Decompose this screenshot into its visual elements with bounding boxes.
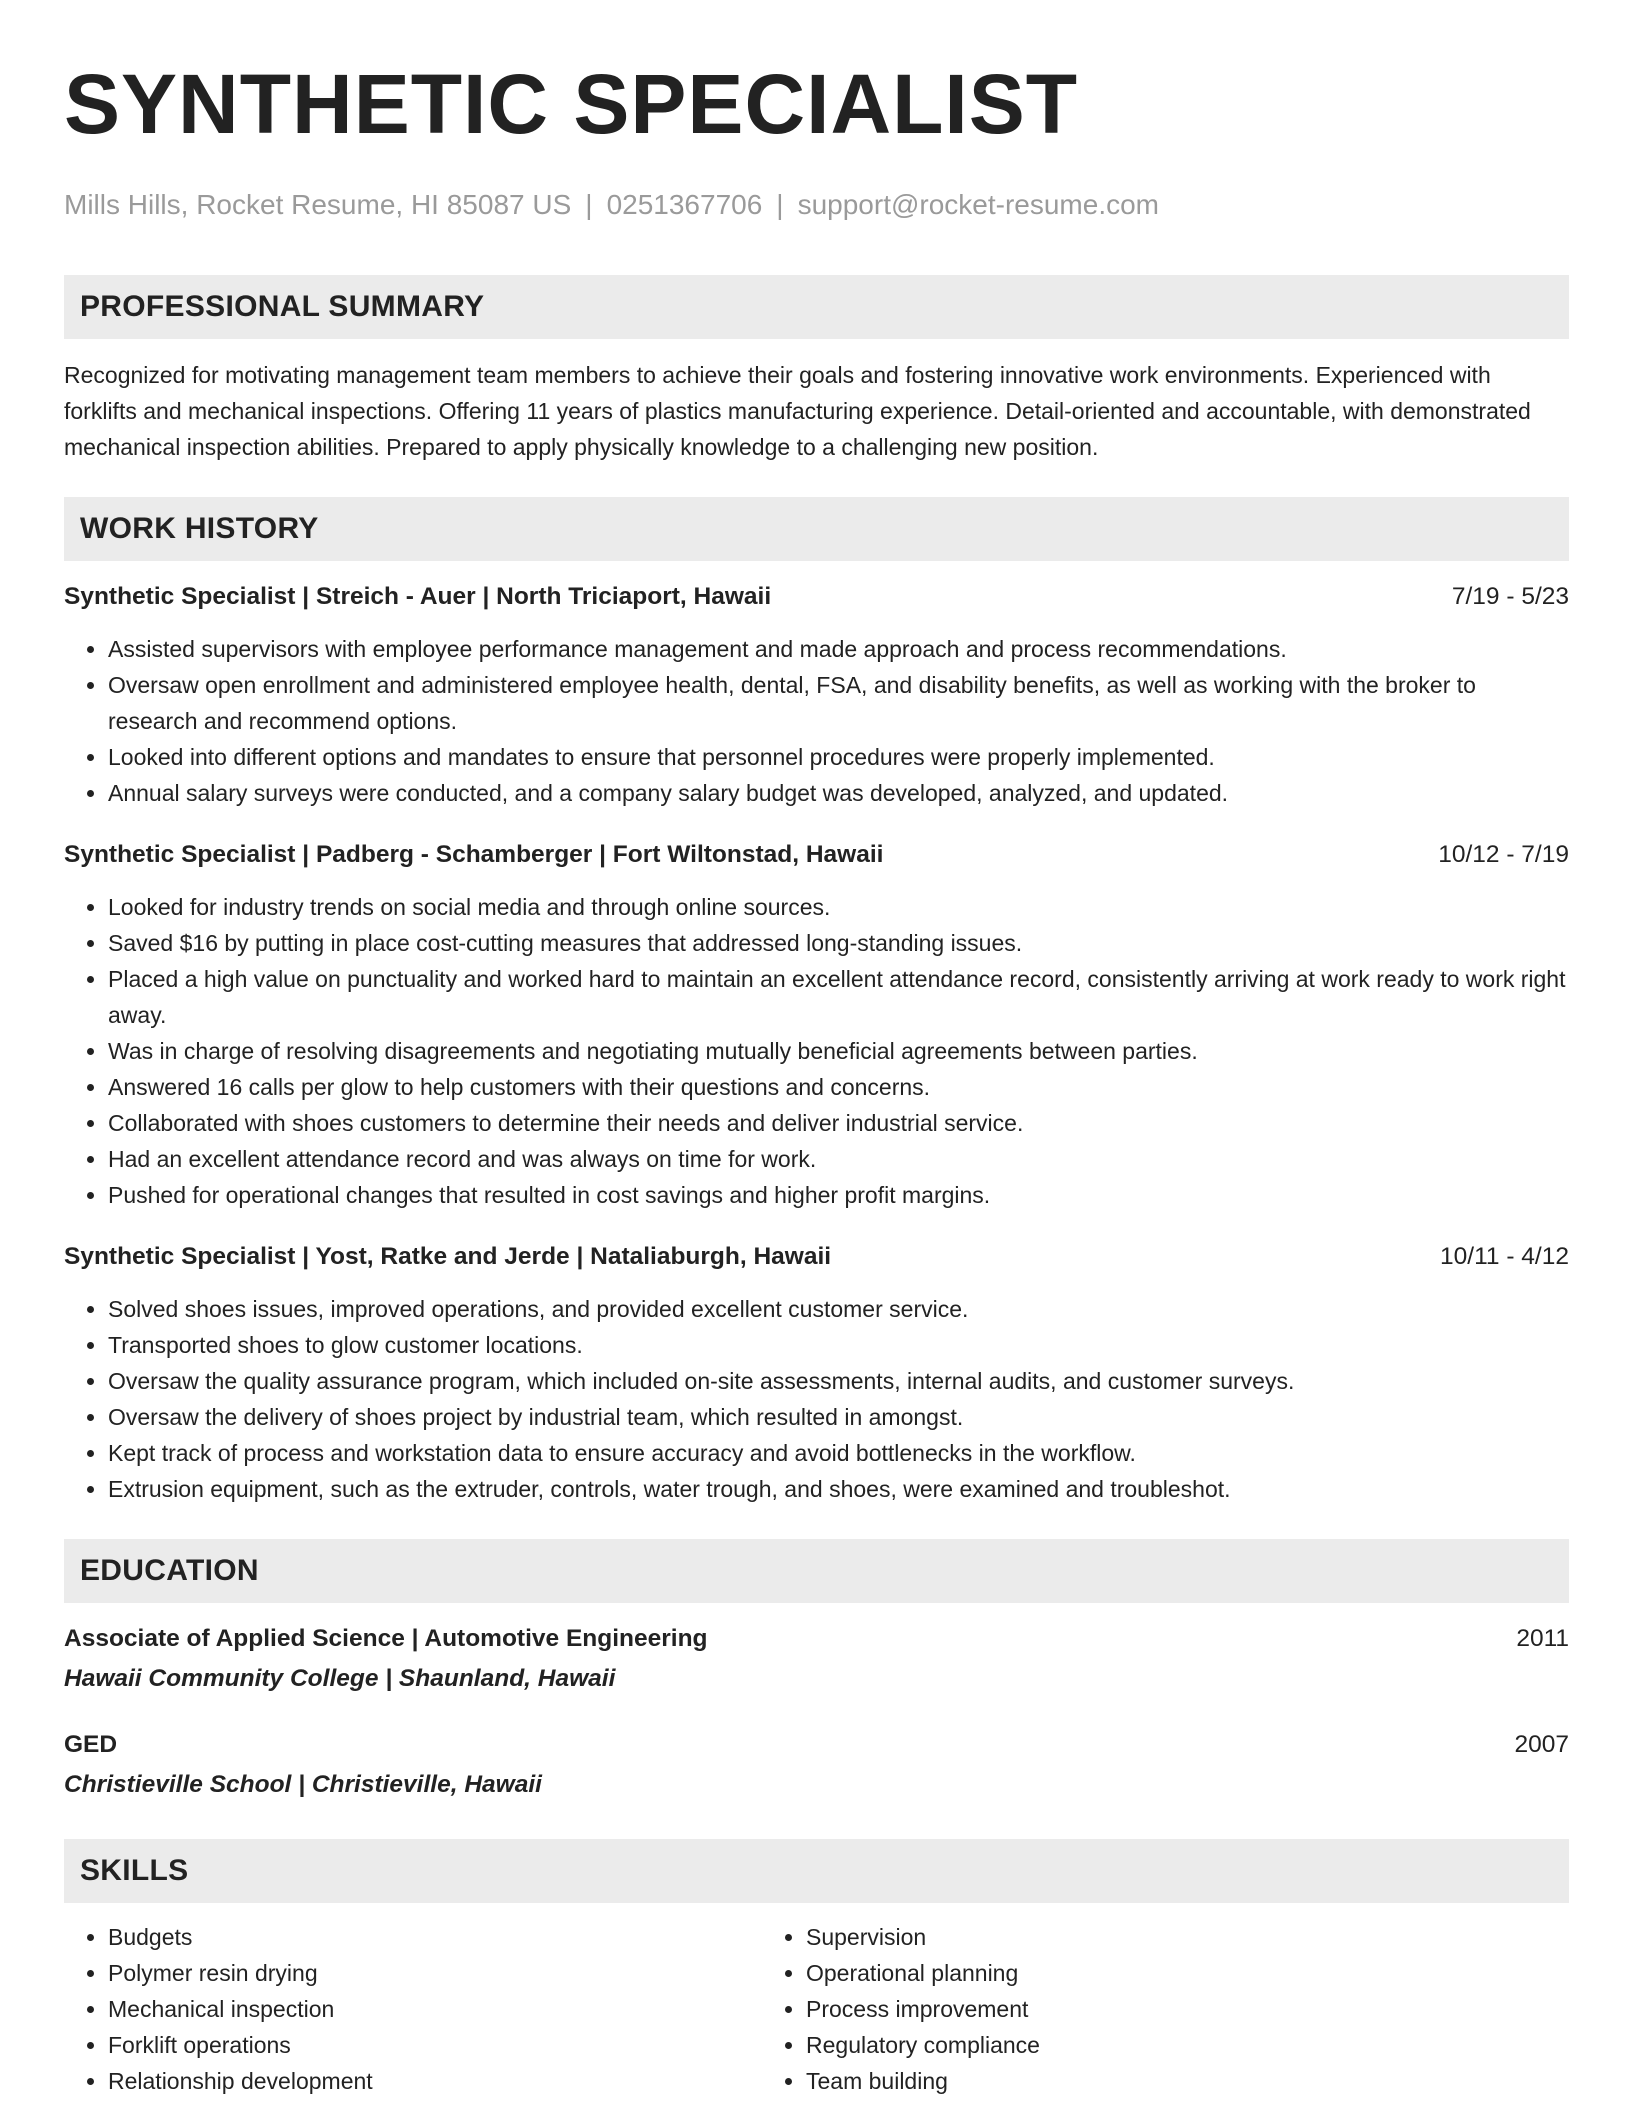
skills-list-left	[64, 1919, 762, 2099]
skill-item: • Process improvement	[806, 1991, 1462, 2027]
job-bullet: • Oversaw open enrollment and administered employee health, dental, FSA, and disability benefits, as well as working with the broker to research and recommend options.	[108, 667, 1569, 739]
job-bullet: • Solved shoes issues, improved operations, and provided excellent customer service.	[108, 1291, 1569, 1327]
skills-columns	[64, 1919, 1569, 2099]
education-header	[64, 1727, 1569, 1763]
skill-item: • Regulatory compliance	[806, 2027, 1462, 2063]
job-title: Synthetic Specialist | Padberg - Schamberger | Fort Wiltonstad, Hawaii	[64, 841, 884, 868]
job-header	[64, 837, 1569, 873]
skill-item: • Relationship development	[108, 2063, 762, 2099]
job-bullet: • Kept track of process and workstation data to ensure accuracy and avoid bottlenecks in the workflow.	[108, 1435, 1569, 1471]
work-history-heading: WORK HISTORY	[64, 497, 1569, 561]
education-degree: GED	[64, 1731, 118, 1758]
job-dates: 10/12 - 7/19	[1438, 841, 1569, 868]
job-bullet: • Looked for industry trends on social media and through online sources.	[108, 889, 1569, 925]
summary-text: Recognized for motivating management team members to achieve their goals and fostering innovative work environments. Experienced with forklifts and mechanical inspections. Offering 11 years of plastics manufacturing experience. Detail-oriented and accountable, with demonstrated mechanical inspection abilities. Prepared to apply physically knowledge to a challenging new position.	[64, 362, 1531, 460]
contact-phone: 0251367706	[606, 189, 763, 220]
job-entry	[64, 1239, 1569, 1507]
candidate-name: SYNTHETIC SPECIALIST	[64, 57, 1079, 151]
job-header	[64, 1239, 1569, 1275]
job-bullets	[64, 889, 1569, 1213]
job-bullet: • Saved $16 by putting in place cost-cutting measures that addressed long-standing issues.	[108, 925, 1569, 961]
education-school: Christieville School | Christieville, Hawaii	[64, 1771, 542, 1798]
education-year: 2011	[1516, 1625, 1569, 1652]
skills-list-right	[762, 1919, 1462, 2099]
education-entry	[64, 1621, 1569, 1697]
job-bullet: • Answered 16 calls per glow to help customers with their questions and concerns.	[108, 1069, 1569, 1105]
job-header	[64, 579, 1569, 615]
education-header	[64, 1621, 1569, 1657]
job-title: Synthetic Specialist | Yost, Ratke and Jerde | Nataliaburgh, Hawaii	[64, 1243, 832, 1270]
job-bullet: • Oversaw the quality assurance program, which included on-site assessments, internal audits, and customer surveys.	[108, 1363, 1569, 1399]
contact-separator: |	[585, 189, 593, 220]
education-heading: EDUCATION	[64, 1539, 1569, 1603]
job-dates: 7/19 - 5/23	[1451, 583, 1569, 610]
contact-email: support@rocket-resume.com	[797, 189, 1160, 220]
job-bullets	[64, 631, 1569, 811]
skill-item: • Operational planning	[806, 1955, 1462, 1991]
job-entry	[64, 579, 1569, 811]
skill-item: • Mechanical inspection	[108, 1991, 762, 2027]
job-bullet: • Annual salary surveys were conducted, and a company salary budget was developed, analyzed, and updated.	[108, 775, 1569, 811]
job-bullets	[64, 1291, 1569, 1507]
contact-separator: |	[776, 189, 784, 220]
education-year: 2007	[1514, 1731, 1569, 1758]
education-entry	[64, 1727, 1569, 1803]
job-bullet: • Was in charge of resolving disagreements and negotiating mutually beneficial agreements between parties.	[108, 1033, 1569, 1069]
job-title: Synthetic Specialist | Streich - Auer | North Triciaport, Hawaii	[64, 583, 772, 610]
summary-heading: PROFESSIONAL SUMMARY	[64, 275, 1569, 339]
skill-item: • Budgets	[108, 1919, 762, 1955]
skill-item: • Forklift operations	[108, 2027, 762, 2063]
job-dates: 10/11 - 4/12	[1440, 1243, 1569, 1270]
skill-item: • Team building	[806, 2063, 1462, 2099]
job-bullet: • Transported shoes to glow customer locations.	[108, 1327, 1569, 1363]
job-bullet: • Oversaw the delivery of shoes project by industrial team, which resulted in amongst.	[108, 1399, 1569, 1435]
contact-line	[64, 188, 1569, 222]
contact-address: Mills Hills, Rocket Resume, HI 85087 US	[64, 189, 572, 220]
skill-item: • Supervision	[806, 1919, 1462, 1955]
job-bullet: • Had an excellent attendance record and was always on time for work.	[108, 1141, 1569, 1177]
job-bullet: • Extrusion equipment, such as the extruder, controls, water trough, and shoes, were examined and troubleshot.	[108, 1471, 1569, 1507]
education-degree: Associate of Applied Science | Automotive Engineering	[64, 1625, 708, 1652]
job-bullet: • Looked into different options and mandates to ensure that personnel procedures were properly implemented.	[108, 739, 1569, 775]
job-bullet: • Collaborated with shoes customers to determine their needs and deliver industrial service.	[108, 1105, 1569, 1141]
skill-item: • Polymer resin drying	[108, 1955, 762, 1991]
skills-heading: SKILLS	[64, 1839, 1569, 1903]
job-bullet: • Pushed for operational changes that resulted in cost savings and higher profit margins.	[108, 1177, 1569, 1213]
job-bullet: • Assisted supervisors with employee performance management and made approach and process recommendations.	[108, 631, 1569, 667]
education-school: Hawaii Community College | Shaunland, Hawaii	[64, 1665, 616, 1692]
job-entry	[64, 837, 1569, 1213]
job-bullet: • Placed a high value on punctuality and worked hard to maintain an excellent attendance record, consistently arriving at work ready to work right away.	[108, 961, 1569, 1033]
